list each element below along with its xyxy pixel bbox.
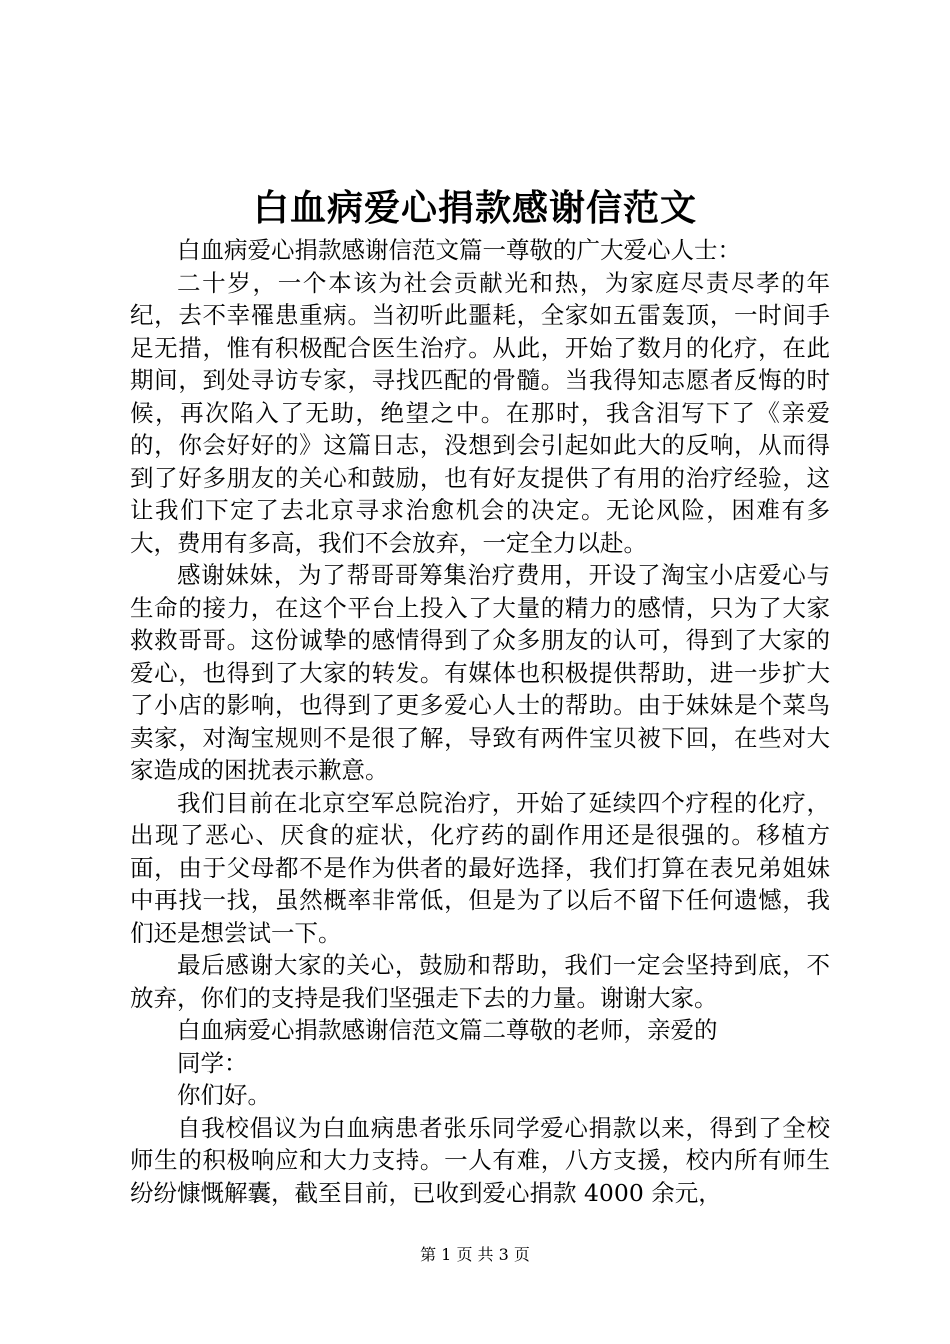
paragraph-treatment: 我们目前在北京空军总院治疗，开始了延续四个疗程的化疗，出现了恶心、厌食的症状，化疗药的副作用还是很强的。移植方面，由于父母都不是作为供者的最好选择，我们打算在表兄弟姐妹中再找一找，虽然概率非常低，但是为了以后不留下任何遗憾，我们还是想尝试一下。 [130,788,830,947]
letter-body [130,234,830,1209]
page-number-footer: 第 1 页 共 3 页 [420,1245,530,1264]
paragraph-intro: 白血病爱心捐款感谢信范文篇一尊敬的广大爱心人士： [177,236,741,264]
paragraph-sister-thanks: 感谢妹妹，为了帮哥哥筹集治疗费用，开设了淘宝小店爱心与生命的接力，在这个平台上投入了大量的精力的感情，只为了大家救救哥哥。这份诚挚的感情得到了众多朋友的认可，得到了大家的爱心，也得到了大家的转发。有媒体也积极提供帮助，进一步扩大了小店的影响，也得到了更多爱心人士的帮助。由于妹妹是个菜鸟卖家，对淘宝规则不是很了解，导致有两件宝贝被下回，在些对大家造成的困扰表示歉意。 [130,561,830,784]
paragraph-greeting: 你们好。 [177,1081,271,1109]
paragraph-letter-two-heading: 白血病爱心捐款感谢信范文篇二尊敬的老师，亲爱的 [177,1016,718,1044]
paragraph-illness: 二十岁，一个本该为社会贡献光和热，为家庭尽责尽孝的年纪，去不幸罹患重病。当初听此噩耗，全家如五雷轰顶，一时间手足无措，惟有积极配合医生治疗。从此，开始了数月的化疗，在此期间，到处寻访专家，寻找匹配的骨髓。当我得知志愿者反悔的时候，再次陷入了无助，绝望之中。在那时，我含泪写下了《亲爱的，你会好好的》这篇日志，没想到会引起如此大的反响，从而得到了好多朋友的关心和鼓励，也有好友提供了有用的治疗经验，这让我们下定了去北京寻求治愈机会的决定。无论风险，困难有多大，费用有多高，我们不会放弃，一定全力以赴。 [130,268,830,557]
paragraph-salutation-continued: 同学： [177,1048,248,1077]
page-title: 白血病爱心捐款感谢信范文 [252,187,697,229]
paragraph-donation-report: 自我校倡议为白血病患者张乐同学爱心捐款以来，得到了全校师生的积极响应和大力支持。一人有难，八方支援，校内所有师生纷纷慷慨解囊，截至目前，已收到爱心捐款 4000 余元， [130,1113,830,1207]
paragraph-closing-thanks: 最后感谢大家的关心，鼓励和帮助，我们一定会坚持到底，不放弃，你们的支持是我们坚强走下去的力量。谢谢大家。 [130,951,830,1012]
